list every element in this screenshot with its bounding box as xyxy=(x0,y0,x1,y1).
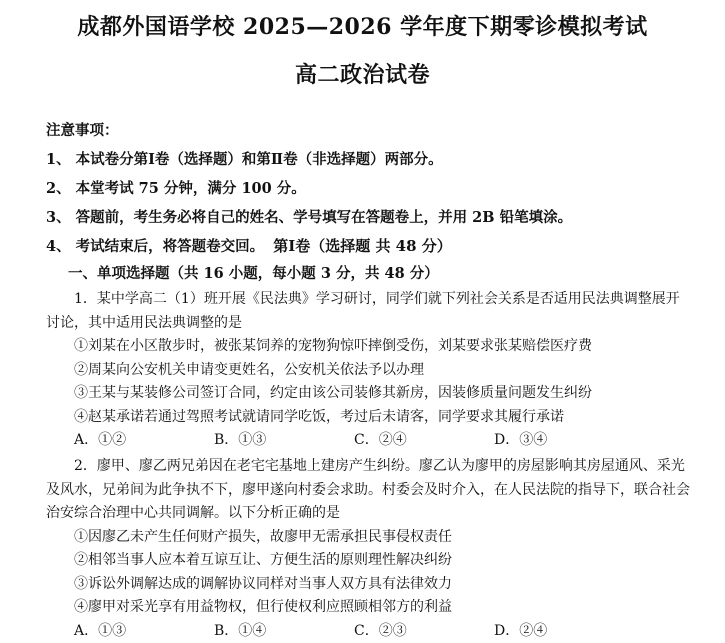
choice-d: D．③④ xyxy=(494,429,634,453)
section-title: 第Ⅰ卷（选择题 共 48 分） xyxy=(0,235,725,256)
statement: ①因廖乙未产生任何财产损失，故廖甲无需承担民事侵权责任 xyxy=(46,526,693,550)
question-1 xyxy=(46,288,693,453)
statement: ④赵某承诺若通过驾照考试就请同学吃饭，考过后未请客，同学要求其履行承诺 xyxy=(46,406,693,430)
choice-b: B．①④ xyxy=(214,620,354,643)
question-stem: 2．廖甲、廖乙两兄弟因在老宅宅基地上建房产生纠纷。廖乙认为廖甲的房屋影响其房屋通风、采光及风水，兄弟间为此争执不下，廖甲遂向村委会求助。村委会及时介入，在人民法院的指导下，联合社会治安综合治理中心共同调解。以下分析正确的是 xyxy=(46,455,693,526)
statement: ②周某向公安机关申请变更姓名，公安机关依法予以办理 xyxy=(46,359,693,383)
note-item: 3、 答题前，考生务必将自己的姓名、学号填写在答题卷上，并用 2B 铅笔填涂。 xyxy=(46,203,693,232)
answer-choices xyxy=(46,429,693,453)
exam-subtitle: 高二政治试卷 xyxy=(0,58,725,89)
choice-b: B．①③ xyxy=(214,429,354,453)
statement: ④廖甲对采光享有用益物权，但行使权利应照顾相邻方的利益 xyxy=(46,596,693,620)
choice-a: A．①③ xyxy=(74,620,214,643)
choice-c: C．②④ xyxy=(354,429,494,453)
note-item: 1、 本试卷分第Ⅰ卷（选择题）和第Ⅱ卷（非选择题）两部分。 xyxy=(46,145,693,174)
choice-d: D．②④ xyxy=(494,620,634,643)
statement: ③诉讼外调解达成的调解协议同样对当事人双方具有法律效力 xyxy=(46,573,693,597)
note-item: 4、 考试结束后，将答题卷交回。 xyxy=(46,232,693,261)
note-item: 2、 本堂考试 75 分钟，满分 100 分。 xyxy=(46,174,693,203)
part-title: 一、单项选择题（共 16 小题，每小题 3 分，共 48 分） xyxy=(68,262,439,283)
answer-choices xyxy=(46,620,693,643)
choice-c: C．②③ xyxy=(354,620,494,643)
choice-a: A．①② xyxy=(74,429,214,453)
question-stem: 1．某中学高二（1）班开展《民法典》学习研讨，同学们就下列社会关系是否适用民法典调整展开讨论，其中适用民法典调整的是 xyxy=(46,288,693,335)
question-2 xyxy=(46,455,693,643)
statement: ②相邻当事人应本着互谅互让、方便生活的原则理性解决纠纷 xyxy=(46,549,693,573)
statement: ①刘某在小区散步时，被张某饲养的宠物狗惊吓摔倒受伤，刘某要求张某赔偿医疗费 xyxy=(46,335,693,359)
notes-heading: 注意事项： xyxy=(46,116,693,145)
exam-title: 成都外国语学校 2025—2026 学年度下期零诊模拟考试 xyxy=(0,10,725,41)
statement: ③王某与某装修公司签订合同，约定由该公司装修其新房，因装修质量问题发生纠纷 xyxy=(46,382,693,406)
